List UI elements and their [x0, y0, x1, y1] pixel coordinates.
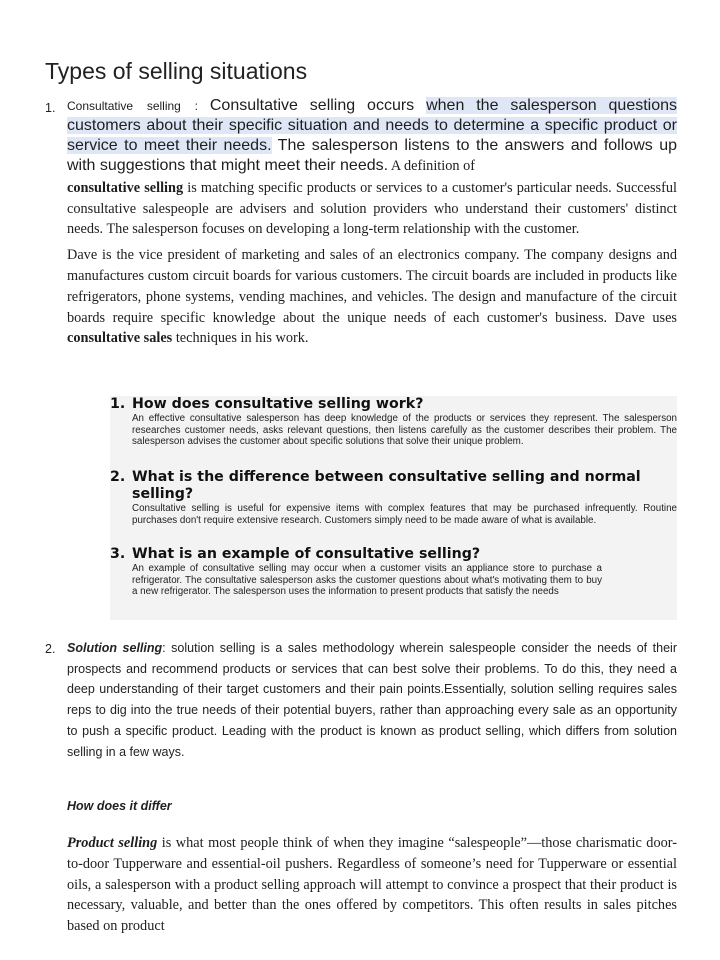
consultative-selling-section — [67, 96, 677, 349]
solution-selling-label: Solution selling — [67, 641, 163, 655]
consultative-lead: Consultative selling occurs — [209, 97, 415, 114]
faq-item — [110, 469, 677, 526]
consultative-rest: The salesperson listens to the answers and follows up with suggestions that might meet their needs. — [67, 137, 677, 174]
list-number-2: 2. — [45, 642, 56, 656]
faq-question — [110, 546, 677, 563]
faq-item — [110, 396, 677, 448]
definition-text: is matching specific products or services to a customer's particular needs. Successful consultative salespeople are advisers and solution providers who understand their customers' distinct needs. The salesperson focuses on developing a long-term relationship with the customer. — [67, 179, 677, 238]
faq-box — [110, 396, 677, 620]
faq-number: 2. — [110, 469, 126, 485]
faq-number: 3. — [110, 546, 126, 562]
definition-lead: A definition of — [388, 158, 476, 174]
list-number-1: 1. — [45, 101, 56, 115]
definition-paragraph — [67, 178, 677, 349]
solution-selling-section — [67, 638, 677, 762]
solution-selling-text: : solution selling is a sales methodology wherein salespeople consider the needs of their prospects and recommend products or services that can best solve their problems. To do this, they need a deep understanding of their target customers and their pain points.Essentially, solution selling requires sales reps to dig into the true needs of their potential buyers, rather than approaching every sale as an opportunity to push a specific product. Leading with the product is known as product selling, which differs from solution selling in a few ways. — [67, 641, 677, 759]
example-paragraph — [67, 245, 677, 349]
example-text-end: techniques in his work. — [172, 330, 309, 347]
consultative-intro — [67, 96, 677, 177]
example-bold-term: consultative sales — [67, 330, 173, 347]
faq-answer: Consultative selling is useful for expensive items with complex features that may be purchased infrequently. Routine purchases don't require extensive research. Customers simply need to be made aware of what is available. — [132, 503, 677, 526]
highlighted-definition: when the salesperson questions customers about their specific situation and needs to determine a specific product or service to meet their needs. — [67, 97, 678, 154]
example-text: Dave is the vice president of marketing and sales of an electronics company. The company designs and manufactures custom circuit boards for various customers. The circuit boards are included in products like refrigerators, phone systems, vending machines, and vehicles. The design and manufacture of the circuit boards require specific knowledge about the unique needs of each customer's business. Dave uses — [67, 247, 677, 326]
faq-item — [110, 546, 677, 598]
definition-term: consultative selling — [67, 179, 184, 196]
faq-answer: An example of consultative selling may occur when a customer visits an appliance store to purchase a refrigerator. The consultative salesperson asks the customer questions about what's motivating them to buy a new refrigerator. The salesperson uses the information to present products that satisfy the needs — [132, 563, 602, 598]
consultative-label: Consultative selling : — [67, 99, 198, 113]
faq-answer: An effective consultative salesperson has deep knowledge of the products or services they represent. The salesperson researches customer needs, asks relevant questions, then listens carefully as the customer describes their problem. The salesperson advises the customer about specific solutions that solve their unique problem. — [132, 413, 677, 448]
faq-question-text: What is an example of consultative selling? — [132, 546, 481, 562]
faq-question-text: What is the difference between consultative selling and normal selling? — [132, 469, 641, 502]
product-selling-text: is what most people think of when they imagine “salespeople”—those charismatic door-to-door Tupperware and essential-oil pushers. Regardless of someone’s need for Tupperware or essential oils, a salesperson with a product selling approach will attempt to convince a prospect that their product is necessary, valuable, and better than the ones offered by competitors. This often results in sales pitches based on product — [67, 835, 677, 935]
page-title: Types of selling situations — [45, 58, 308, 84]
subheading: How does it differ — [67, 799, 172, 813]
faq-question — [110, 469, 677, 503]
product-selling-term: Product selling — [67, 835, 158, 851]
faq-question-text: How does consultative selling work? — [132, 396, 424, 412]
product-selling-paragraph — [67, 833, 677, 937]
faq-number: 1. — [110, 396, 126, 412]
faq-question — [110, 396, 677, 413]
